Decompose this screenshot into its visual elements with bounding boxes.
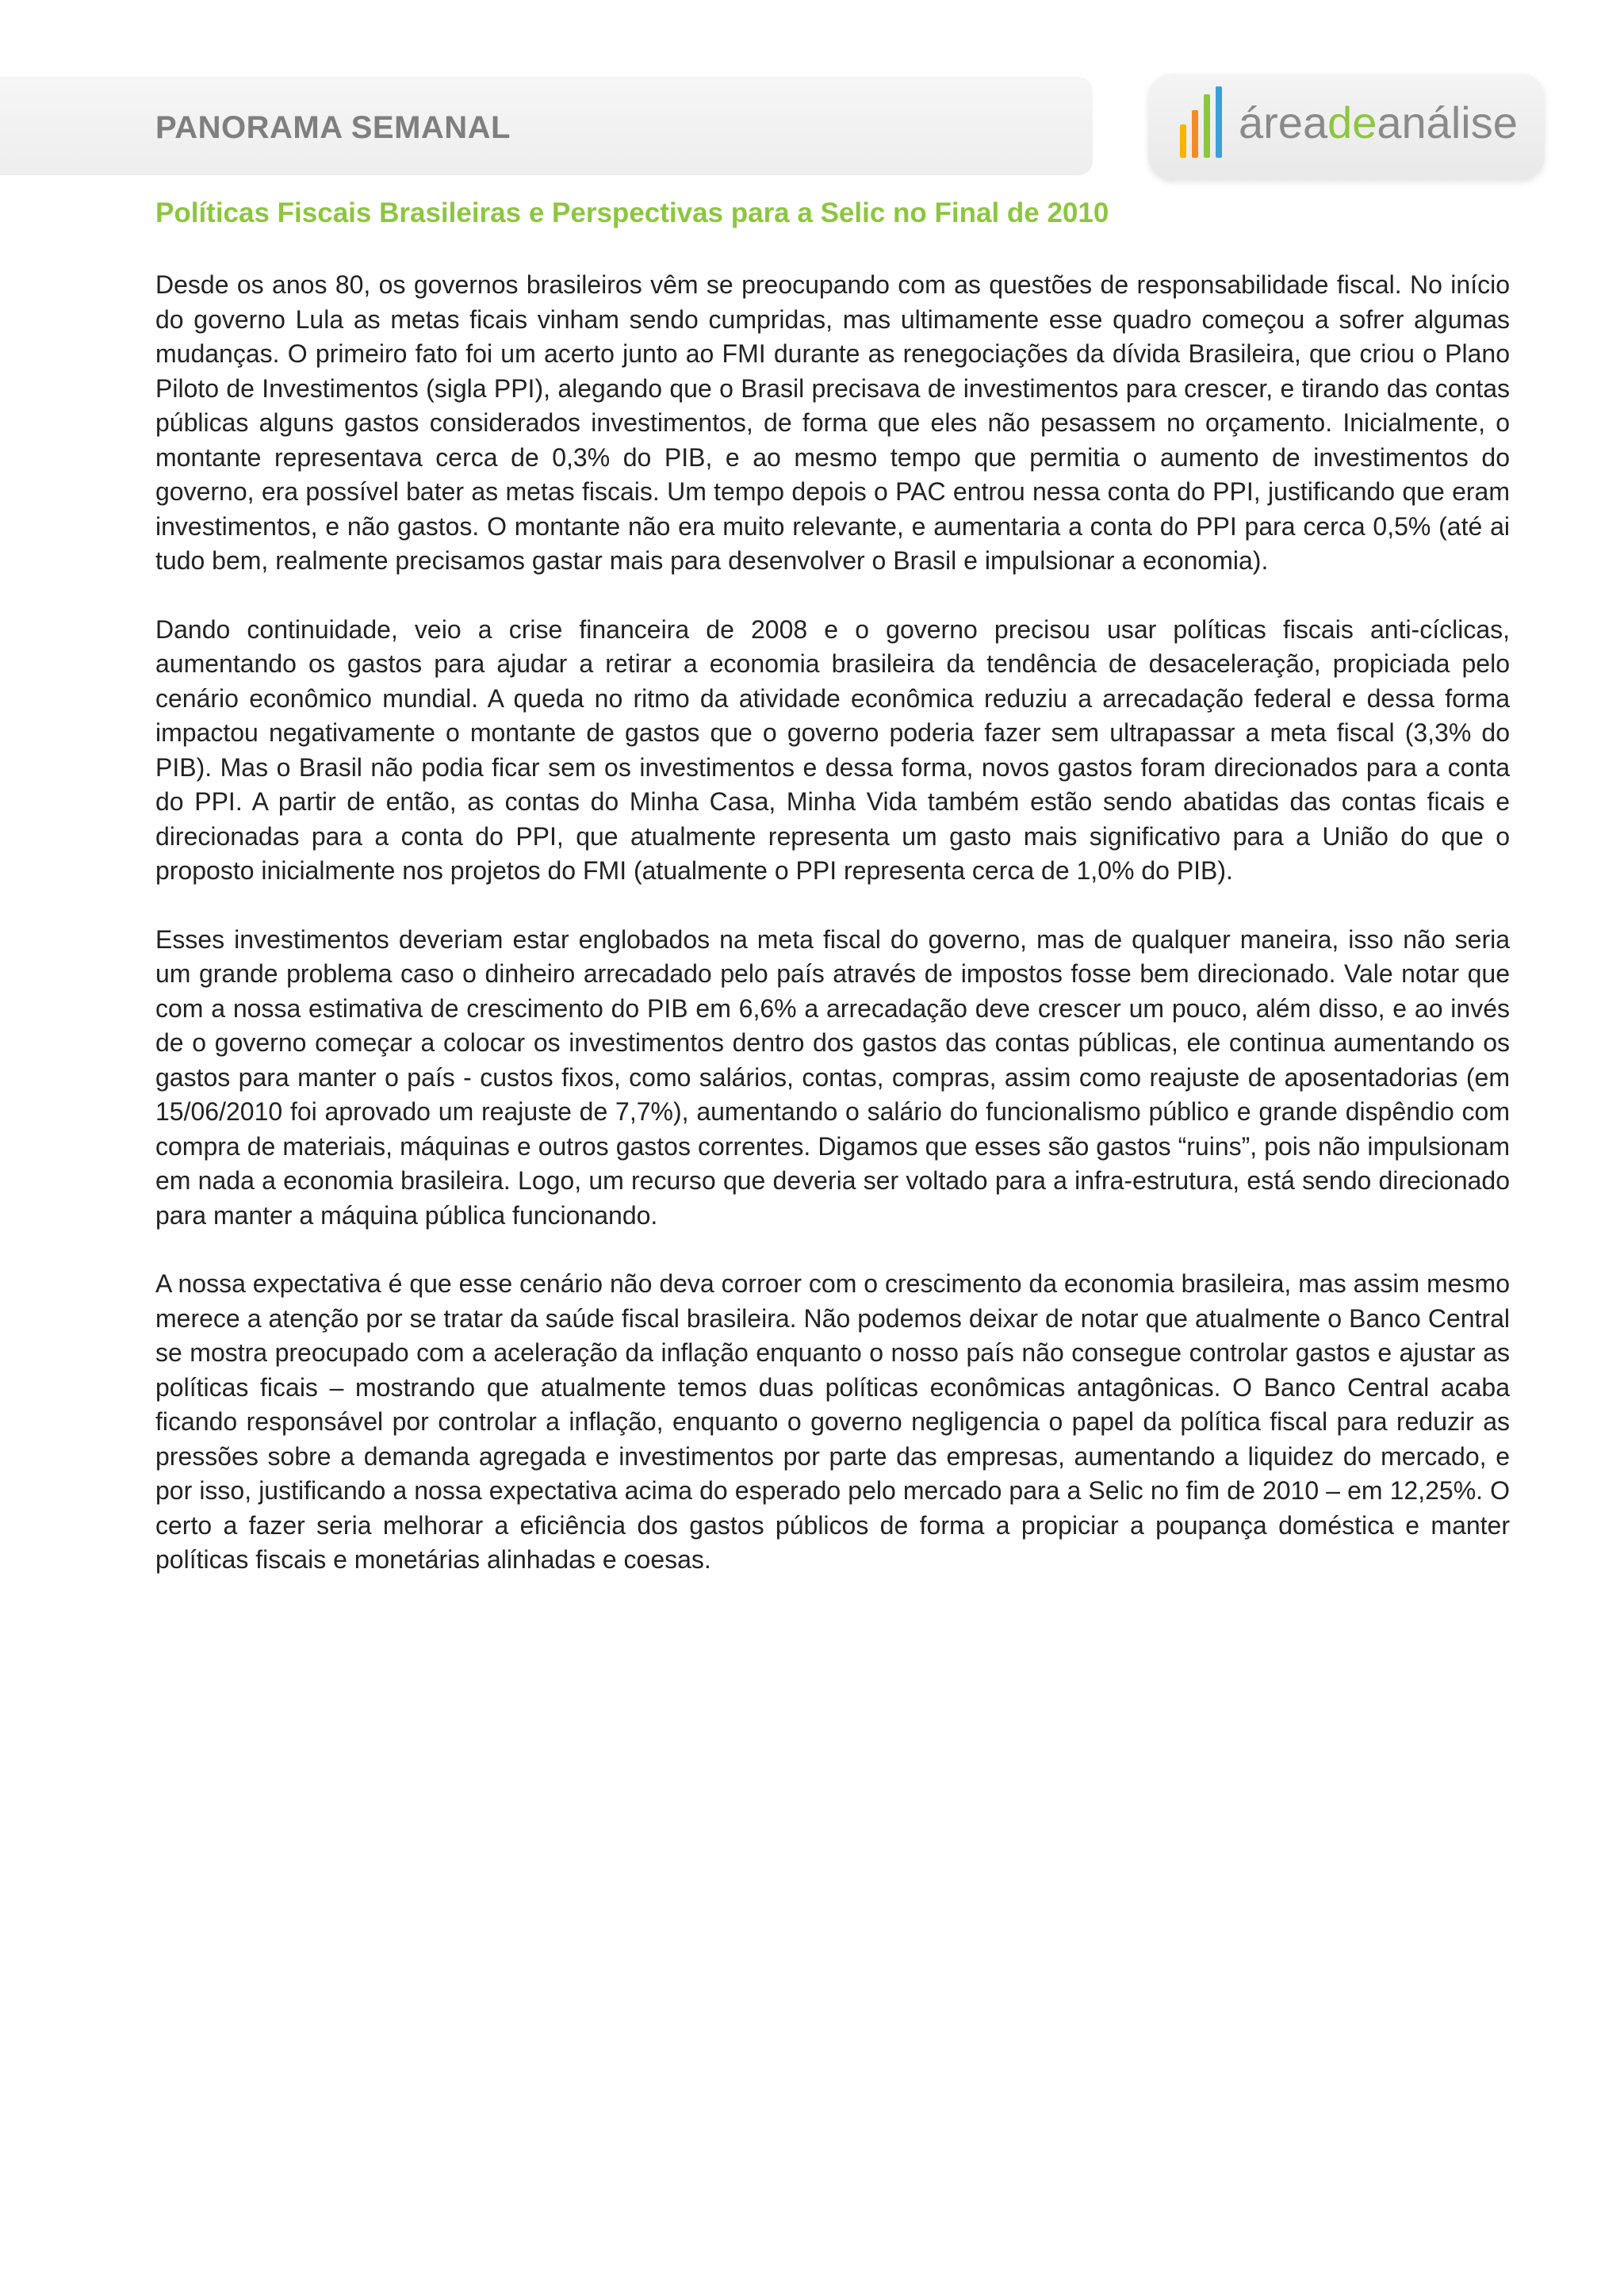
- document-body: [155, 268, 1510, 1612]
- logo-text-part3: análise: [1377, 98, 1518, 147]
- paragraph: A nossa expectativa é que esse cenário não deva corroer com o crescimento da economia brasileira, mas assim mesmo merece a atenção por se tratar da saúde fiscal brasileira. Não podemos deixar de notar que atualmente o Banco Central se mostra preocupado com a aceleração da inflação enquanto o nosso país não consegue controlar gastos e ajustar as políticas ficais – mostrando que atualmente temos duas políticas econômicas antagônicas. O Banco Central acaba ficando responsável por controlar a inflação, enquanto o governo negligencia o papel da política fiscal para reduzir as pressões sobre a demanda agregada e investimentos por parte das empresas, aumentando a liquidez do mercado, e por isso, justificando a nossa expectativa acima do esperado pelo mercado para a Selic no fim de 2010 – em 12,25%. O certo a fazer seria melhorar a eficiência dos gastos públicos de forma a propiciar a poupança doméstica e manter políticas fiscais e monetárias alinhadas e coesas.: [155, 1269, 1510, 1574]
- logo-bar-3: [1204, 94, 1210, 158]
- paragraph: Desde os anos 80, os governos brasileiros vêm se preocupando com as questões de responsabilidade fiscal. No início do governo Lula as metas ficais vinham sendo cumpridas, mas ultimamente esse quadro começou a sofrer algumas mudanças. O primeiro fato foi um acerto junto ao FMI durante as renegociações da dívida Brasileira, que criou o Plano Piloto de Investimentos (sigla PPI), alegando que o Brasil precisava de investimentos para crescer, e tirando das contas públicas alguns gastos considerados investimentos, de forma que eles não pesassem no orçamento. Inicialmente, o montante representava cerca de 0,3% do PIB, e ao mesmo tempo que permitia o aumento de investimentos do governo, era possível bater as metas fiscais. Um tempo depois o PAC entrou nessa conta do PPI, justificando que eram investimentos, e não gastos. O montante não era muito relevante, e aumentaria a conta do PPI para cerca 0,5% (até ai tudo bem, realmente precisamos gastar mais para desenvolver o Brasil e impulsionar a economia).: [155, 270, 1510, 575]
- logo-bar-1: [1180, 124, 1186, 158]
- logo: [1148, 74, 1545, 180]
- logo-bar-2: [1192, 110, 1198, 158]
- header-title: PANORAMA SEMANAL: [155, 110, 511, 145]
- paragraph: Esses investimentos deveriam estar englobados na meta fiscal do governo, mas de qualquer maneira, isso não seria um grande problema caso o dinheiro arrecadado pelo país através de impostos fosse bem direcionado. Vale notar que com a nossa estimativa de crescimento do PIB em 6,6% a arrecadação deve crescer um pouco, além disso, e ao invés de o governo começar a colocar os investimentos dentro dos gastos das contas públicas, ele continua aumentando os gastos para manter o país - custos fixos, como salários, contas, compras, assim como reajuste de aposentadorias (em 15/06/2010 foi aprovado um reajuste de 7,7%), aumentando o salário do funcionalismo público e grande dispêndio com compra de materiais, máquinas e outros gastos correntes. Digamos que esses são gastos “ruins”, pois não impulsionam em nada a economia brasileira. Logo, um recurso que deveria ser voltado para a infra-estrutura, está sendo direcionado para manter a máquina pública funcionando.: [155, 924, 1510, 1230]
- document-title: Políticas Fiscais Brasileiras e Perspectivas para a Selic no Final de 2010: [155, 197, 1109, 228]
- logo-text-part1: área: [1239, 98, 1328, 147]
- logo-wordmark: [1239, 98, 1518, 148]
- logo-text-part2: de: [1327, 98, 1377, 147]
- paragraph: Dando continuidade, veio a crise financeira de 2008 e o governo precisou usar políticas fiscais anti-cíclicas, aumentando os gastos para ajudar a retirar a economia brasileira da tendência de desaceleração, propiciada pelo cenário econômico mundial. A queda no ritmo da atividade econômica reduziu a arrecadação federal e dessa forma impactou negativamente o montante de gastos que o governo poderia fazer sem ultrapassar a meta fiscal (3,3% do PIB). Mas o Brasil não podia ficar sem os investimentos e dessa forma, novos gastos foram direcionados para a conta do PPI. A partir de então, as contas do Minha Casa, Minha Vida também estão sendo abatidas das contas ficais e direcionadas para a conta do PPI, que atualmente representa um gasto mais significativo para a União do que o proposto inicialmente nos projetos do FMI (atualmente o PPI representa cerca de 1,0% do PIB).: [155, 614, 1510, 885]
- logo-bar-4: [1216, 86, 1222, 158]
- bar-chart-logo-icon: [1180, 86, 1223, 158]
